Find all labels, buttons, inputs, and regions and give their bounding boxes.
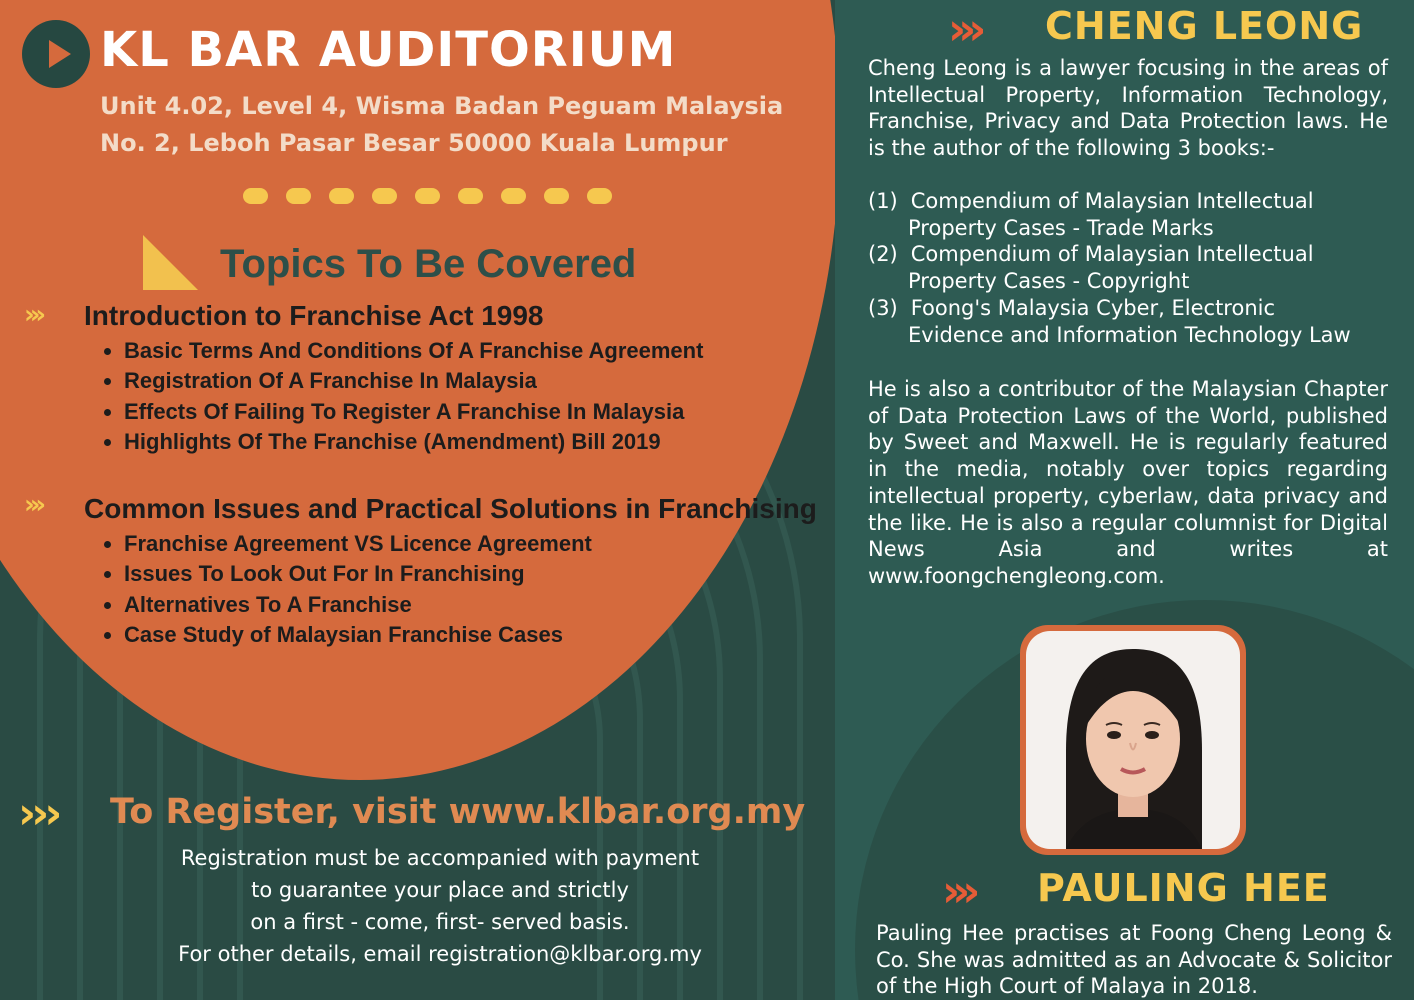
register-heading[interactable]: To Register, visit www.klbar.org.my — [110, 792, 806, 832]
topics-heading: Topics To Be Covered — [220, 242, 637, 286]
speaker-bio-pauling: Pauling Hee practises at Foong Cheng Leong & Co. She was admitted as an Advocate & Solicitor of the High Court of Malaya in 2018. — [876, 921, 1392, 999]
play-icon — [22, 20, 90, 88]
speaker-bio-more: He is also a contributor of the Malaysian Chapter of Data Protection Laws of the World, published by Sweet and Maxwell. He is regularly featured in the media, notably over topics regarding intellectual property, cyberlaw, data privacy and the like. He is also a regular columnist for Digital News Asia and writes at www.foongchengleong.com. — [868, 377, 1388, 588]
dot-divider — [243, 188, 612, 204]
book-number: (2) — [868, 242, 898, 267]
book-title-line2: Evidence and Information Technology Law — [908, 322, 1351, 347]
book-title-line2: Property Cases - Copyright — [908, 269, 1190, 294]
book-title-line1: Compendium of Malaysian Intellectual — [910, 242, 1314, 267]
list-item: • Basic Terms And Conditions Of A Franchise Agreement — [124, 336, 703, 366]
section-heading-2: Common Issues and Practical Solutions in Franchising — [84, 493, 817, 524]
divider-dot — [544, 188, 569, 204]
divider-dot — [587, 188, 612, 204]
list-item: • Effects Of Failing To Register A Franchise In Malaysia — [124, 397, 703, 427]
chevron-right-icon: ››› — [24, 490, 42, 520]
list-item: • Case Study of Malaysian Franchise Cases — [124, 620, 592, 650]
chevron-right-icon: ››› — [18, 788, 58, 839]
register-line[interactable]: For other details, email registration@klbar.org.my — [178, 942, 702, 966]
divider-dot — [243, 188, 268, 204]
book-title-line2: Property Cases - Trade Marks — [908, 215, 1214, 240]
chevron-right-icon: ››› — [942, 866, 973, 917]
divider-dot — [329, 188, 354, 204]
speaker-bio-intro: Cheng Leong is a lawyer focusing in the areas of Intellectual Property, Information Technology, Franchise, Privacy and Data Protection laws. He is the author of the following 3 books:- — [868, 56, 1388, 161]
list-item: • Issues To Look Out For In Franchising — [124, 559, 592, 589]
chevron-right-icon: ››› — [24, 300, 42, 330]
list-item: • Highlights Of The Franchise (Amendment) Bill 2019 — [124, 427, 703, 457]
book-list — [868, 188, 1408, 348]
list-item: • Alternatives To A Franchise — [124, 590, 592, 620]
register-line: to guarantee your place and strictly — [251, 878, 629, 902]
chevron-right-icon: ››› — [948, 4, 979, 55]
venue-title: KL BAR AUDITORIUM — [100, 22, 677, 78]
speaker-name-pauling-hee: PAULING HEE — [1037, 866, 1330, 910]
speaker-name-cheng-leong: CHENG LEONG — [1045, 4, 1364, 48]
divider-dot — [372, 188, 397, 204]
address-line-2: No. 2, Leboh Pasar Besar 50000 Kuala Lumpur — [100, 129, 728, 157]
address-line-1: Unit 4.02, Level 4, Wisma Badan Peguam Malaysia — [100, 92, 784, 120]
register-line: on a first - come, first- served basis. — [250, 910, 630, 934]
book-item — [868, 295, 1408, 348]
divider-dot — [415, 188, 440, 204]
triangle-icon — [143, 235, 198, 290]
divider-dot — [286, 188, 311, 204]
speaker-photo-frame — [1020, 625, 1246, 855]
book-item — [868, 188, 1408, 241]
book-number: (1) — [868, 189, 898, 213]
section-heading-1: Introduction to Franchise Act 1998 — [84, 300, 544, 331]
venue-address — [100, 88, 783, 162]
book-number: (3) — [868, 295, 898, 320]
portrait-illustration — [1026, 631, 1240, 849]
register-line: Registration must be accompanied with payment — [180, 846, 700, 870]
topic-list-2 — [102, 529, 592, 650]
divider-dot — [458, 188, 483, 204]
speaker-photo — [1026, 631, 1240, 849]
topic-list-1 — [102, 336, 703, 457]
divider-dot — [501, 188, 526, 204]
list-item: • Registration Of A Franchise In Malaysia — [124, 366, 703, 396]
book-title-line1: Compendium of Malaysian Intellectual — [910, 189, 1314, 213]
book-item — [868, 241, 1408, 294]
book-title-line1: Foong's Malaysia Cyber, Electronic — [910, 295, 1276, 320]
list-item: • Franchise Agreement VS Licence Agreement — [124, 529, 592, 559]
